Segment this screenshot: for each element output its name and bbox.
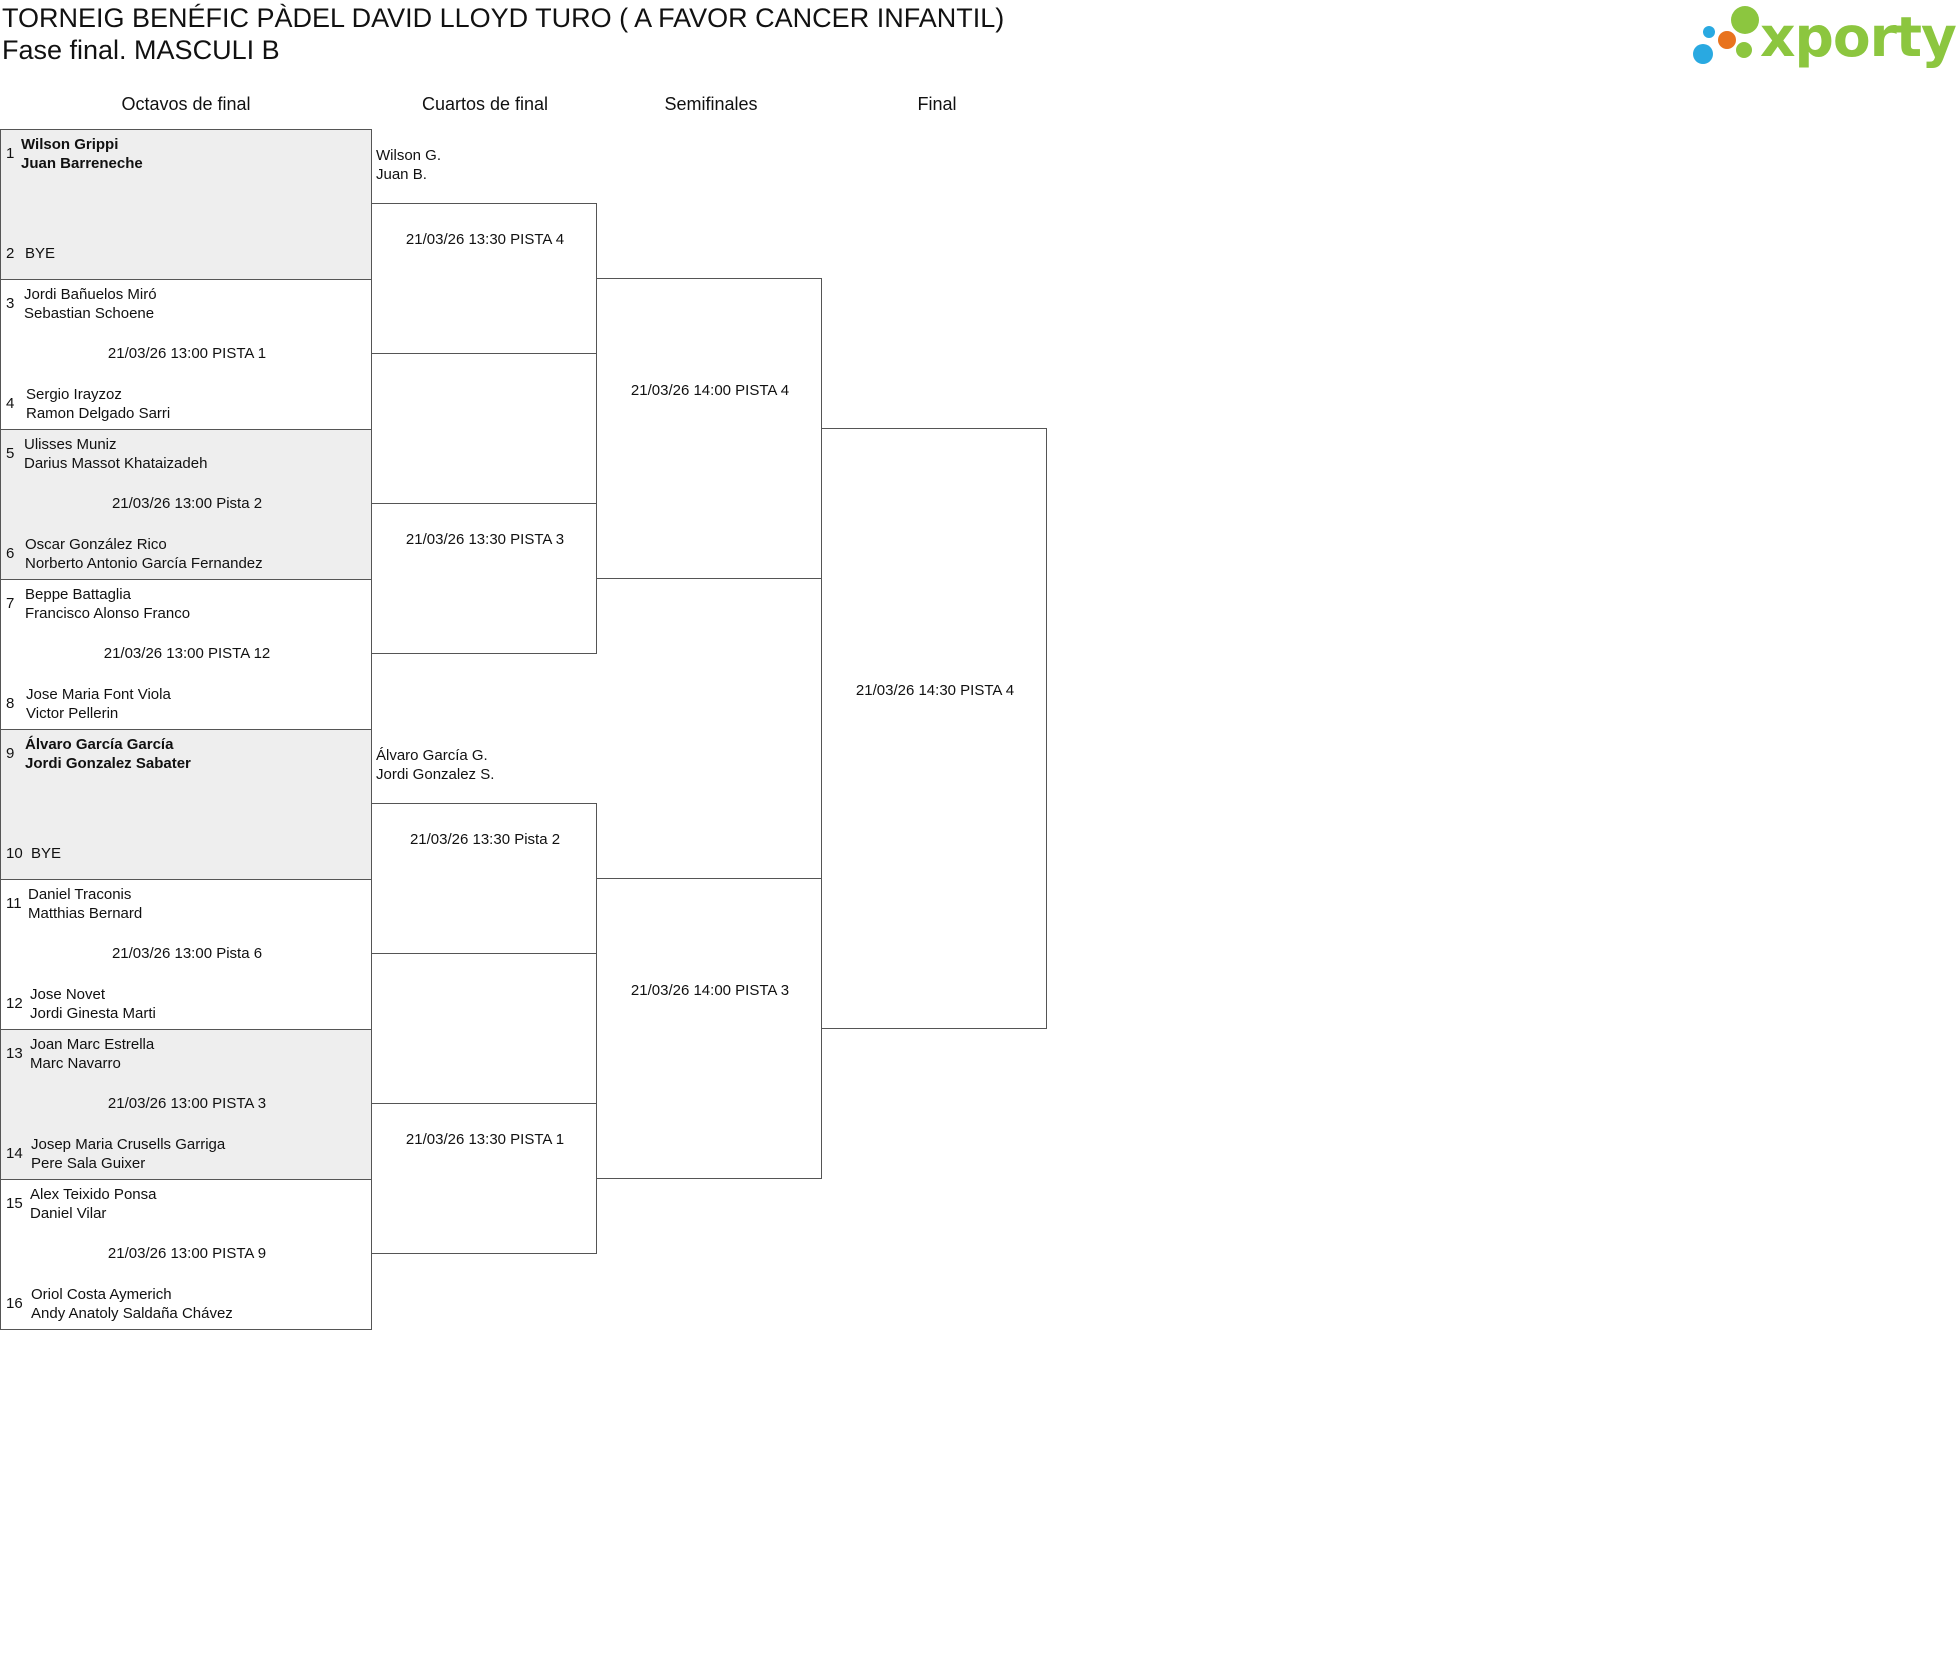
seed-number: 14 (6, 1145, 23, 1162)
logo-dot-green (1731, 6, 1759, 34)
seed-number: 8 (6, 695, 15, 712)
player-name: Oriol Costa Aymerich (31, 1286, 172, 1303)
xporty-logo[interactable] (1693, 4, 1956, 70)
match-schedule: 21/03/26 14:30 PISTA 4 (855, 682, 1015, 699)
team-14 (31, 1135, 225, 1173)
player-name: Sergio Irayzoz (26, 386, 122, 403)
col-header-cuartos: Cuartos de final (421, 94, 549, 114)
player-name: Wilson Grippi (21, 136, 119, 153)
r16-match-7[interactable] (0, 1029, 372, 1180)
match-schedule: 21/03/26 13:00 PISTA 3 (107, 1095, 267, 1112)
match-schedule: 21/03/26 13:00 PISTA 9 (107, 1245, 267, 1262)
seed-number: 2 (6, 245, 15, 262)
player-name: Daniel Traconis (28, 886, 132, 903)
logo-wordmark: xporty (1760, 5, 1956, 69)
player-name: Jose Novet (30, 986, 106, 1003)
seed-number: 16 (6, 1295, 23, 1312)
match-schedule: 21/03/26 13:00 Pista 2 (111, 495, 263, 512)
team-4 (26, 385, 170, 423)
match-schedule: 21/03/26 13:30 PISTA 4 (405, 231, 565, 248)
qf-advanced-team-2 (376, 746, 494, 784)
player-name: Jordi Gonzalez S. (376, 766, 495, 783)
page-subtitle: Fase final. MASCULI B (2, 35, 280, 65)
seed-number: 4 (6, 395, 15, 412)
seed-number: 6 (6, 545, 15, 562)
player-name: Wilson G. (376, 147, 442, 164)
player-name: Darius Massot Khataizadeh (24, 455, 208, 472)
player-name: Josep Maria Crusells Garriga (31, 1136, 226, 1153)
player-name: Sebastian Schoene (24, 305, 155, 322)
player-name: Jose Maria Font Viola (26, 686, 171, 703)
r16-match-2[interactable] (0, 279, 372, 430)
team-6 (25, 535, 263, 573)
team-1 (21, 135, 143, 173)
col-header-octavos: Octavos de final (121, 94, 251, 114)
player-name: Alex Teixido Ponsa (30, 1186, 157, 1203)
match-schedule: 21/03/26 13:30 Pista 2 (409, 831, 561, 848)
bye-label: BYE (31, 845, 62, 862)
seed-number: 12 (6, 995, 23, 1012)
player-name: Álvaro García G. (376, 747, 488, 764)
match-schedule: 21/03/26 14:00 PISTA 3 (630, 982, 790, 999)
team-13 (30, 1035, 154, 1073)
r16-match-5[interactable] (0, 729, 372, 880)
seed-number: 1 (6, 145, 15, 162)
team-9 (25, 735, 191, 773)
match-schedule: 21/03/26 13:00 PISTA 12 (103, 645, 271, 662)
match-schedule: 21/03/26 13:30 PISTA 1 (405, 1131, 565, 1148)
seed-number: 10 (6, 845, 23, 862)
player-name: Jordi Ginesta Marti (30, 1005, 156, 1022)
bye-label: BYE (25, 245, 56, 262)
team-3 (24, 285, 157, 323)
logo-dot-blue (1693, 44, 1713, 64)
player-name: Oscar González Rico (25, 536, 167, 553)
seed-number: 3 (6, 295, 15, 312)
player-name: Marc Navarro (30, 1055, 121, 1072)
match-schedule: 21/03/26 13:30 PISTA 3 (405, 531, 565, 548)
player-name: Jordi Bañuelos Miró (24, 286, 157, 303)
player-name: Beppe Battaglia (25, 586, 131, 603)
qf-advanced-team-1 (376, 146, 441, 184)
player-name: Joan Marc Estrella (30, 1036, 155, 1053)
sf-match-1[interactable] (596, 278, 822, 579)
col-header-semifinales: Semifinales (664, 94, 758, 114)
team-8 (26, 685, 171, 723)
seed-number: 11 (6, 895, 22, 912)
final-match[interactable] (821, 428, 1047, 1029)
logo-dot-cyan (1703, 26, 1715, 38)
logo-dot-lightgreen (1736, 42, 1752, 58)
team-12 (30, 985, 156, 1023)
team-5 (24, 435, 207, 473)
r16-match-8[interactable] (0, 1179, 372, 1330)
player-name: Ramon Delgado Sarri (26, 405, 171, 422)
team-11 (28, 885, 142, 923)
player-name: Álvaro García García (25, 736, 174, 753)
seed-number: 13 (6, 1045, 23, 1062)
player-name: Victor Pellerin (26, 705, 119, 722)
seed-number: 5 (6, 445, 15, 462)
player-name: Francisco Alonso Franco (25, 605, 191, 622)
match-schedule: 21/03/26 13:00 Pista 6 (111, 945, 263, 962)
player-name: Ulisses Muniz (24, 436, 117, 453)
player-name: Matthias Bernard (28, 905, 143, 922)
qf-match-3[interactable] (371, 803, 597, 954)
team-16 (31, 1285, 233, 1323)
player-name: Pere Sala Guixer (31, 1155, 146, 1172)
r16-match-6[interactable] (0, 879, 372, 1030)
qf-match-4[interactable] (371, 1103, 597, 1254)
sf-match-2[interactable] (596, 878, 822, 1179)
player-name: Juan B. (376, 166, 427, 183)
player-name: Andy Anatoly Saldaña Chávez (31, 1305, 233, 1322)
logo-dot-orange (1718, 31, 1736, 49)
match-schedule: 21/03/26 14:00 PISTA 4 (630, 382, 790, 399)
team-15 (30, 1185, 156, 1223)
player-name: Norberto Antonio García Fernandez (25, 555, 263, 572)
seed-number: 9 (6, 745, 15, 762)
seed-number: 7 (6, 595, 15, 612)
qf-match-2[interactable] (371, 503, 597, 654)
r16-match-3[interactable] (0, 429, 372, 580)
player-name: Juan Barreneche (21, 155, 143, 172)
page-title: TORNEIG BENÉFIC PÀDEL DAVID LLOYD TURO ( A FAVOR CANCER INFANTIL) (2, 3, 1005, 33)
player-name: Daniel Vilar (30, 1205, 107, 1222)
qf-match-1[interactable] (371, 203, 597, 354)
col-header-final: Final (917, 94, 957, 114)
match-schedule: 21/03/26 13:00 PISTA 1 (107, 345, 267, 362)
r16-match-1[interactable] (0, 129, 372, 280)
team-7 (25, 585, 190, 623)
player-name: Jordi Gonzalez Sabater (25, 755, 191, 772)
r16-match-4[interactable] (0, 579, 372, 730)
seed-number: 15 (6, 1195, 23, 1212)
